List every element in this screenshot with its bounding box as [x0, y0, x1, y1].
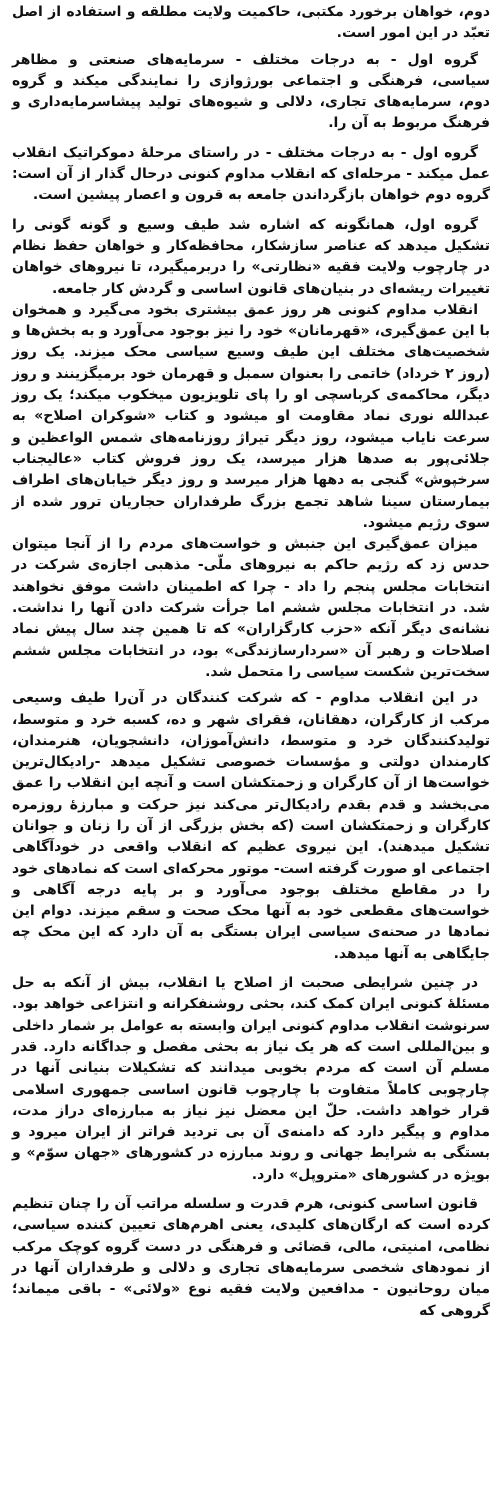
paragraph-6: میزان عمق‌گیری این جنبش و خواست‌های مردم را از آنجا میتوان حدس زد که رژیم حاکم به نیروهای ملّی- مذهبی اجازه‌ی شرکت در انتخابات مجلس پنجم را داد - چرا که اطمینان داشت موفق نخواهند شد. در انتخابات مجلس ششم اما جرأت شرکت دادن آنها را نداشت. نشانه‌ی دیگر آنکه «حزب کارگزاران» که تا همین چند سال پیش نماد اصلاحات و رهبر آن «سردارسازندگی» بود، در انتخابات مجلس ششم سخت‌ترین شکست سیاسی را متحمل شد.	[12, 536, 490, 680]
paragraph-2: گروه اول - به درجات مختلف - سرمایه‌های صنعتی و مظاهر سیاسی، فرهنگی و اجتماعی بورژوازی را نمایندگی میکند و گروه دوم، سرمایه‌های تجاری، دلالی و شیوه‌های تولید پیشاسرمایه‌داری و فرهنگ مربوط به آن را.	[12, 51, 490, 132]
paragraph-8: در چنین شرایطی صحبت از اصلاح یا انقلاب، بیش از آنکه به حل مسئلهٔ کنونی ایران کمک کند، بحثی روشنفکرانه و انتزاعی خواهد بود. سرنوشت انقلاب مداوم کنونی ایران وابسته به عوامل بر شمار داخلی و بین‌المللی است که هر یک نیاز به بحثی مفصل و جداگانه دارد. قدر مسلم آن است که مردم بخوبی میدانند که تشکیلات بنیانی آنها در چارچوبی کاملاً متفاوت با چارچوب قانون اساسی جمهوری اسلامی قرار خواهد داشت. حلّ این معضل نیز نیاز به مبارزه‌ای دراز مدت، مداوم و پیگیر دارد که دامنه‌ی آن بی تردید فراتر از ایران میرود و بستگی به شرایط جهانی و روند مبارزه در کشورهای «جهان سوّم» و بویژه در کشورهای «متروپل» دارد.	[12, 975, 490, 1183]
paragraph-4: گروه اول، همانگونه که اشاره شد طیف وسیع و گونه گونی را تشکیل میدهد که عناصر سازشکار، محافظه‌کار و خواهان حفظ نظام در چارچوب ولایت فقیه «نظارتی» را دربرمیگیرد، تا نیروهای خواهان تغییرات ریشه‌ای در بنیان‌های قانون اساسی و گردش کار جامعه.	[12, 216, 490, 297]
paragraph-9: قانون اساسی کنونی، هرم قدرت و سلسله مراتب آن را چنان تنظیم کرده است که ارگان‌های کلیدی، یعنی اهرم‌های تعیین کننده سیاسی، نظامی، امنیتی، مالی، قضائی و فرهنگی در دست گروه کوچک مرکب از نمودهای شخصی سرمایه‌های تجاری و دلالی و طرفداران آنها در میان روحانیون - مدافعین ولایت فقیه نوع «ولائی» - باقی میماند؛ گروهی که	[12, 1196, 490, 1319]
paragraph-1: دوم، خواهان برخورد مکتبی، حاکمیت ولایت مطلقه و استفاده از اصل تعبّد در این امور است.	[12, 4, 490, 42]
paragraph-3: گروه اول - به درجات مختلف - در راستای مرحلهٔ دموکراتیک انقلاب عمل میکند - مرحله‌ای که انقلاب مداوم کنونی درحال گذار از آن است: گروه دوم خواهان بازگرداندن جامعه به قرون و اعصار پیشین است.	[12, 144, 490, 204]
paragraph-5: انقلاب مداوم کنونی هر روز عمق بیشتری بخود می‌گیرد و همخوان با این عمق‌گیری، «قهرمانان» خود را نیز بوجود می‌آورد و به بخش‌ها و شخصیت‌های مختلف این طیف وسیع سیاسی محک میزند. یک روز (روز ۲ خرداد) خاتمی را بعنوان سمبل و قهرمان خود برمیگزینند و روز دیگر، محاکمه‌ی کرباسچی او را پای تلویزیون میخکوب میکند؛ یک روز عبدالله نوری نماد مقاومت او میشود و کتاب «شوکران اصلاح» به سرعت نایاب میشود، روز دیگر تیراژ روزنامه‌های شمس الواعظین و جلائی‌پور به صدها هزار میرسد، یک روز فروش کتاب «عالیجناب سرخپوش» گنجی به دهها هزار میرسد و روز دیگر خیابان‌های اطراف بیمارستان سینا شاهد تجمع بزرگ طرفداران حجاریان ترور شده از سوی رژیم میشود.	[12, 301, 491, 531]
paragraph-7: در این انقلاب مداوم - که شرکت کنندگان در آن‌را طیف وسیعی مرکب از کارگران، دهقانان، فقرای شهر و ده، کسبه خرد و متوسط، تولیدکنندگان خرد و متوسط، دانش‌آموزان، دانشجویان، هنرمندان، کارمندان دولتی و مؤسسات خصوصی تشکیل میدهد -رادیکال‌ترین خواست‌ها از آن کارگران و زحمتکشان است و آنچه این انقلاب را عمق می‌بخشد و قدم بقدم رادیکال‌تر می‌کند نیز حرکت و مبارزهٔ روزمره کارگران و زحمتکشان است (که بخش بزرگی از آن را زنان و جوانان تشکیل میدهند). این نیروی عظیم که انقلاب واقعی در خودآگاهی اجتماعی او صورت گرفته است- موتور محرکه‌ای است که نمادهای خود را در مقاطع مختلف بوجود می‌آورد و بر پایه درجه آگاهی و خواست‌های مقطعی خود به آنها محک صحت و سقم میزند. دوام این نمادها در صحنه‌ی سیاسی ایران بستگی به آن دارد که این محک چه جایگاهی به آنها میدهد.	[12, 690, 490, 962]
